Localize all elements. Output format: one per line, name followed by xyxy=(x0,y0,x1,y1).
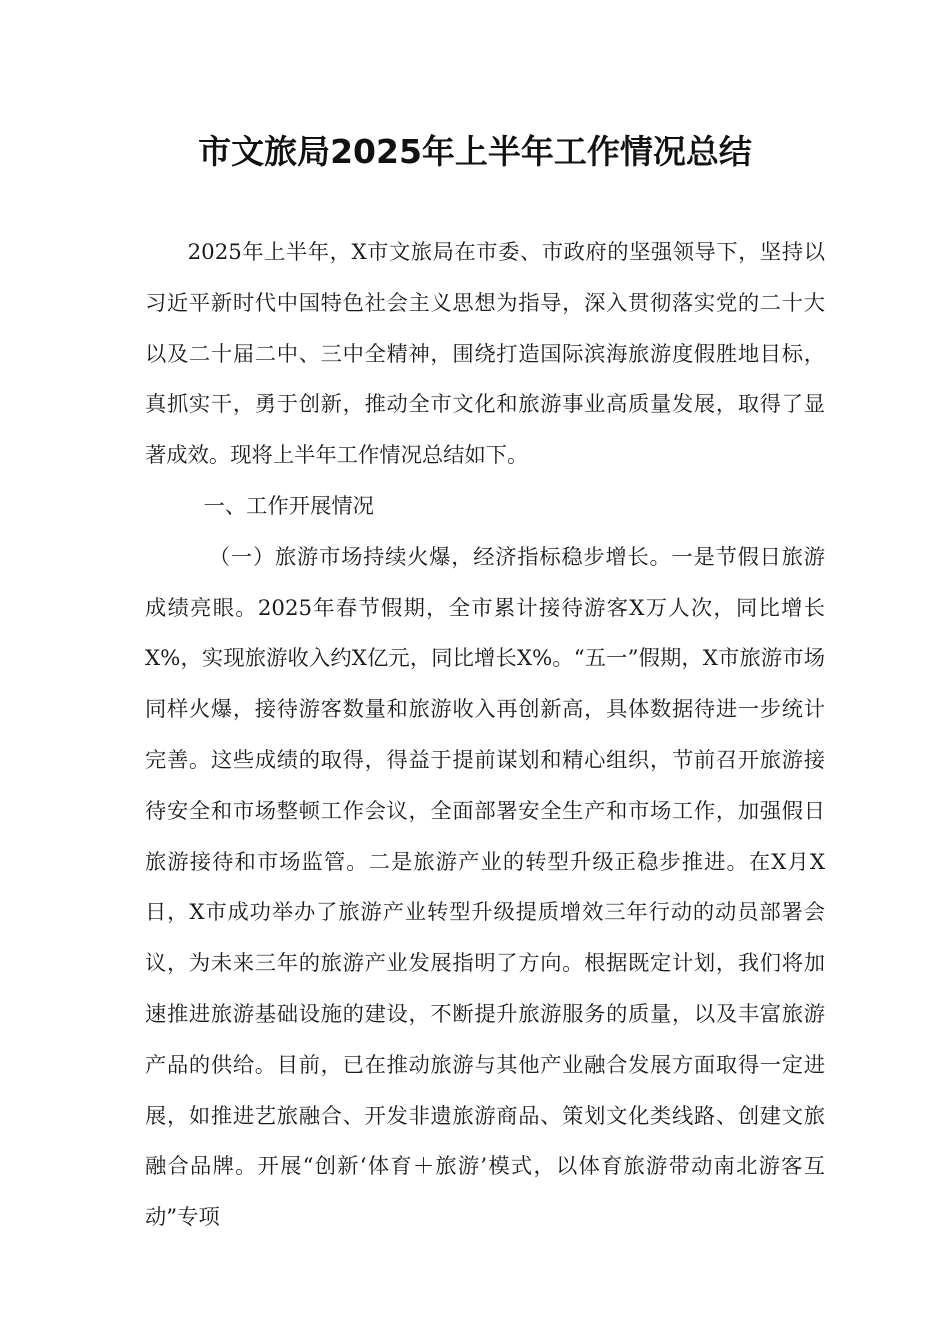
section-heading: 一、工作开展情况 xyxy=(203,493,374,519)
intro-paragraph: 2025年上半年，X市文旅局在市委、市政府的坚强领导下，坚持以习近平新时代中国特色社会主义思想为指导，深入贯彻落实党的二十大以及二十届二中、三中全精神，围绕打造国际滨海旅游度假胜地目标，真抓实干，勇于创新，推动全市文化和旅游事业高质量发展，取得了显著成效。现将上半年工作情况总结如下。 xyxy=(145,240,825,469)
document-body xyxy=(145,228,825,1244)
document-title: 市文旅局2025年上半年工作情况总结 xyxy=(198,132,752,171)
subsection-paragraph: （一）旅游市场持续火爆，经济指标稳步增长。一是节假日旅游成绩亮眼。2025年春节假期，全市累计接待游客X万人次，同比增长X%，实现旅游收入约X亿元，同比增长X%。“五一”假期，X市旅游市场同样火爆，接待游客数量和旅游收入再创新高，具体数据待进一步统计完善。这些成绩的取得，得益于提前谋划和精心组织，节前召开旅游接待安全和市场整顿工作会议，全面部署安全生产和市场工作，加强假日旅游接待和市场监管。二是旅游产业的转型升级正稳步推进。在X月X日，X市成功举办了旅游产业转型升级提质增效三年行动的动员部署会议，为未来三年的旅游产业发展指明了方向。根据既定计划，我们将加速推进旅游基础设施的建设，不断提升旅游服务的质量，以及丰富旅游产品的供给。目前，已在推动旅游与其他产业融合发展方面取得一定进展，如推进艺旅融合、开发非遗旅游商品、策划文化类线路、创建文旅融合品牌。开展“创新‘体育＋旅游’模式，以体育旅游带动南北游客互动”专项 xyxy=(145,544,825,1231)
